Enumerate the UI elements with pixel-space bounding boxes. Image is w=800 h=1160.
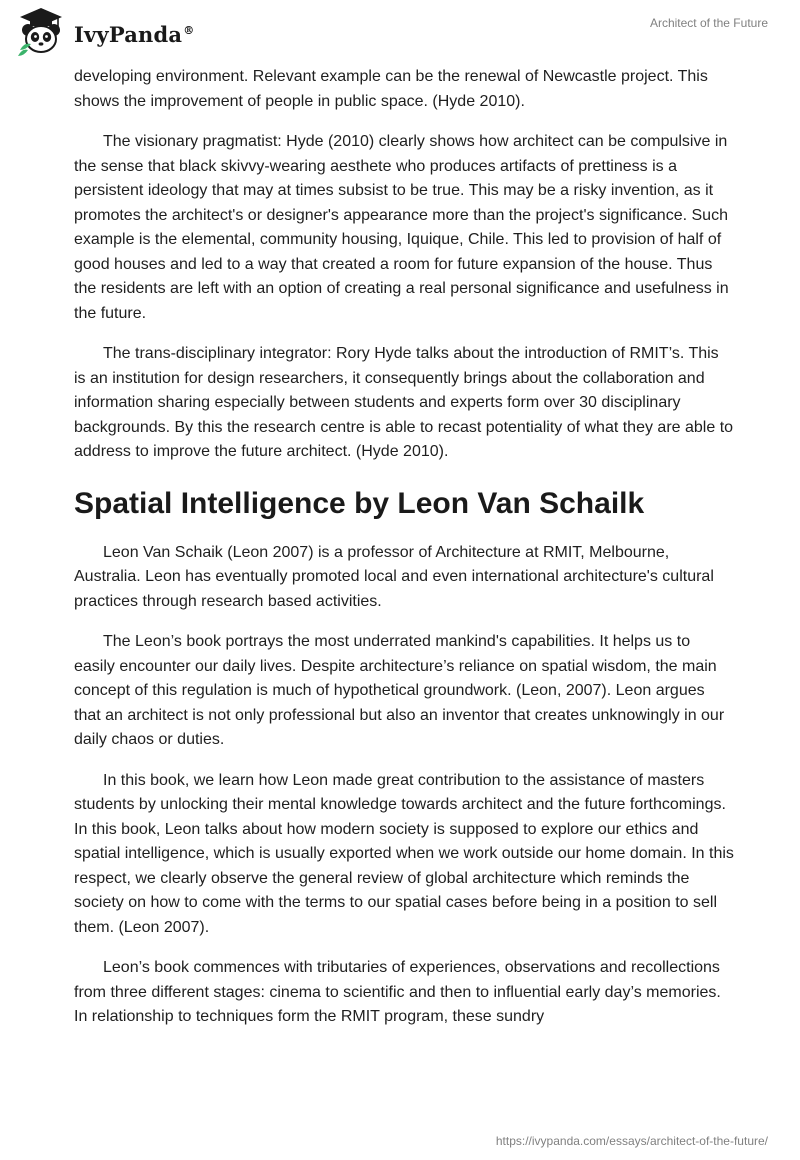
brand-name: IvyPanda® (74, 21, 195, 47)
paragraph: developing environment. Relevant example can be the renewal of Newcastle project. This shows the improvement of people in public space. (Hyde 2010). (74, 68, 708, 110)
section-heading: Spatial Intelligence by Leon Van Schailk (74, 486, 645, 520)
page-header (0, 0, 800, 70)
document-title: Architect of the Future (649, 16, 768, 30)
panda-graduate-icon (14, 6, 68, 58)
paragraph: The visionary pragmatist: Hyde (2010) clearly shows how architect can be compulsive in the sense that black skivvy-wearing aesthete who produces artifacts of prettiness is a persistent ideology that may at times subsist to be true. This may be a risky invention, as it promotes the architect's or designer's appearance more than the project's significance. Such example is the elemental, community housing, Iquique, Chile. This led to provision of half of good houses and led to a way that created a room for future expansion of the house. Thus the residents are left with an option of creating a real personal significance and usefulness in the future. (74, 133, 729, 322)
paragraph: The Leon’s book portrays the most underrated mankind's capabilities. It helps us to easily encounter our daily lives. Despite architecture’s reliance on spatial wisdom, the main concept of this regulation is much of hypothetical groundwork. (Leon, 2007). Leon argues that an architect is not only professional but also an inventor that creates unknowingly in our daily chaos or duties. (74, 633, 725, 748)
paragraph: Leon’s book commences with tributaries of experiences, observations and recollections from three different stages: cinema to scientific and then to influential early day’s memories. In relationship to techniques form the RMIT program, these sundry (74, 959, 721, 1025)
ivypanda-logo[interactable] (14, 6, 194, 58)
article-body (74, 65, 734, 1046)
source-url[interactable]: https://ivypanda.com/essays/architect-of-the-future/ (495, 1134, 768, 1148)
registered-mark: ® (183, 23, 195, 37)
paragraph: Leon Van Schaik (Leon 2007) is a professor of Architecture at RMIT, Melbourne, Australia. Leon has eventually promoted local and even international architecture's cultural practices through research based activities. (74, 543, 714, 610)
paragraph: The trans-disciplinary integrator: Rory Hyde talks about the introduction of RMIT’s. This is an institution for design researchers, it consequently brings about the collaboration and information sharing especially between students and experts form over 30 disciplinary backgrounds. By this the research centre is able to recast potentiality of what they are able to address to improve the future architect. (Hyde 2010). (74, 345, 734, 460)
paragraph: In this book, we learn how Leon made great contribution to the assistance of masters students by unlocking their mental knowledge towards architect and the future forthcomings. In this book, Leon talks about how modern society is supposed to explore our ethics and spatial intelligence, which is usually exported when we work outside our home domain. In this respect, we clearly observe the general review of global architecture which reminds the society on how to come with the terms to our spatial cases before being in a position to sell them. (Leon 2007). (74, 771, 734, 936)
